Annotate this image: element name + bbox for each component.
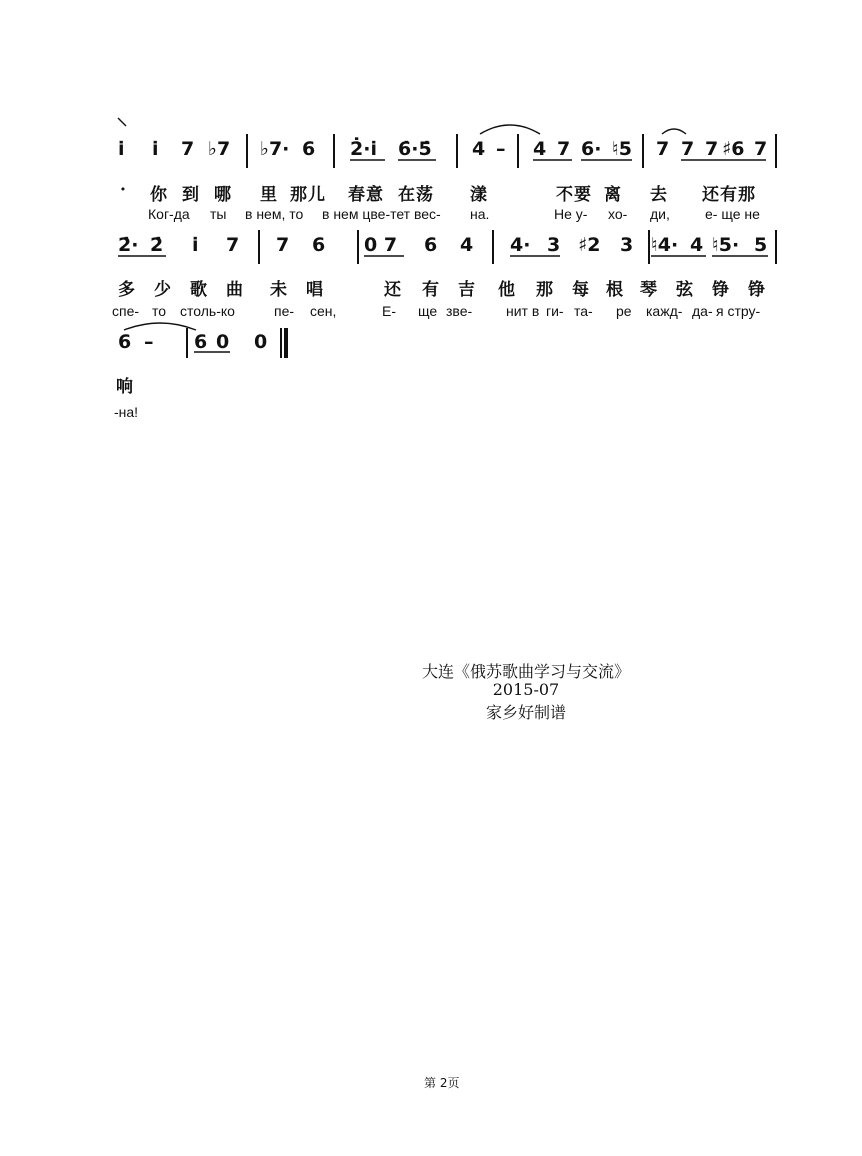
credit-line-1: 大连《俄苏歌曲学习与交流》 <box>421 662 630 681</box>
note: ♮5· <box>712 234 740 256</box>
lyric-ru: я стру- <box>716 303 761 319</box>
note: 3 <box>620 234 634 256</box>
lyric-zh: 铮 <box>712 280 730 300</box>
credit-line-3: 家乡好制谱 <box>485 703 566 722</box>
lyric-ru: в нем, то <box>245 206 304 222</box>
lyric-zh: 每 <box>572 280 590 300</box>
lyric-zh: 那 <box>536 280 554 300</box>
note: 4 <box>533 138 547 160</box>
lyric-zh: 歌 <box>190 280 208 300</box>
slur <box>118 118 126 126</box>
lyric-zh: 你 <box>150 185 168 205</box>
lyric-zh: 琴 <box>640 280 658 300</box>
lyric-zh: 少 <box>154 280 172 300</box>
note: ♮5 <box>612 138 633 160</box>
lyric-zh: 去 <box>650 185 668 205</box>
lyric-ru: то <box>152 303 167 319</box>
lyric-ru: ты <box>210 206 227 222</box>
note: 2̇· <box>118 234 139 256</box>
note: 6 <box>424 234 438 256</box>
note: i̇ <box>192 234 199 256</box>
lyric-ru: -на! <box>114 404 139 420</box>
lyric-zh: 还 <box>384 280 402 300</box>
note: 3 <box>547 234 561 256</box>
note: 6· <box>581 138 602 160</box>
lyric-ru: е- ще не <box>705 206 760 222</box>
note: 4· <box>510 234 531 256</box>
note: 6̇·5̇ <box>398 138 432 160</box>
note: ♯2 <box>578 234 601 256</box>
note: 7 <box>557 138 571 160</box>
lyric-zh: 铮 <box>748 280 766 300</box>
note: i̇ <box>152 138 159 160</box>
lyric-zh: 曲 <box>226 280 244 300</box>
lyric-zh: 哪 <box>214 185 232 205</box>
note: ♭7 <box>208 138 231 160</box>
note: – <box>144 331 154 353</box>
lyric-ru: ди, <box>650 206 670 222</box>
lyric-zh: 离 <box>604 185 622 205</box>
note: 7 <box>656 138 670 160</box>
lyric-ru: сен, <box>310 303 337 319</box>
slur <box>480 125 540 134</box>
lyric-zh: 还有那 <box>702 185 756 205</box>
lyric-ru: столь-ко <box>180 303 235 319</box>
lyric-ru: спе- <box>112 303 140 319</box>
lyric-ru: хо- <box>608 206 628 222</box>
lyric-zh: 吉 <box>458 280 476 300</box>
note: 7 <box>276 234 290 256</box>
lyric-ru: на. <box>470 206 490 222</box>
slur <box>662 129 686 134</box>
lyric-zh: 那儿 <box>290 185 326 205</box>
note: 4 <box>472 138 486 160</box>
lyric-ru: ги- <box>546 303 564 319</box>
lyric-ru: та- <box>574 303 593 319</box>
lyric-zh: 春意 <box>348 185 384 205</box>
note: 0 <box>254 331 268 353</box>
credit-line-2: 2015-07 <box>492 680 560 699</box>
lyric-zh: 不要 <box>556 185 592 205</box>
lyric-ru: пе- <box>274 303 295 319</box>
lyric-zh: 唱 <box>306 280 324 300</box>
lyric-zh: 漾 <box>470 185 488 205</box>
lyric-ru: Ког-да <box>148 206 190 222</box>
note: 7 <box>226 234 240 256</box>
lyric-zh: 响 <box>116 377 134 397</box>
note: ♯6 <box>722 138 745 160</box>
lyric-zh: 多 <box>118 280 136 300</box>
lyric-ru: Е- <box>382 303 396 319</box>
note: 6 <box>302 138 316 160</box>
lyric-ru: ре <box>616 303 632 319</box>
lyric-ru: нит в <box>506 303 540 319</box>
lyric-zh: 里 <box>260 185 278 205</box>
lyric-zh: 他 <box>498 280 516 300</box>
lyric-zh: 弦 <box>676 280 694 300</box>
lyric-ru: зве- <box>446 303 473 319</box>
lyric-ru: кажд- <box>646 303 683 319</box>
note: 7 <box>681 138 695 160</box>
note: ♮4· <box>651 234 679 256</box>
lyric-ru: Не у- <box>554 206 588 222</box>
lyric-zh: 未 <box>270 280 288 300</box>
note: ♭7· <box>260 138 290 160</box>
slur <box>124 323 196 330</box>
lyric-ru: да- <box>692 303 713 319</box>
note: 7 <box>754 138 768 160</box>
note: 6 <box>194 331 208 353</box>
note: 7 <box>181 138 195 160</box>
note: 2̇ <box>150 234 164 256</box>
lyric-zh: 根 <box>606 280 624 300</box>
note: – <box>496 138 506 160</box>
note: i̇ <box>118 138 125 160</box>
lyric-ru: ще <box>418 303 438 319</box>
note: 4 <box>690 234 704 256</box>
note: 4 <box>460 234 474 256</box>
lyric-zh: · <box>120 180 127 200</box>
lyric-ru: в нем цве-тет вес- <box>322 206 441 222</box>
lyric-zh: 在荡 <box>398 185 434 205</box>
page-number: 第 2页 <box>424 1076 460 1090</box>
lyric-zh: 有 <box>422 280 440 300</box>
note: 2̇·i̇ <box>350 138 377 160</box>
lyric-zh: 到 <box>182 185 200 205</box>
note: 0 <box>216 331 230 353</box>
note: 0 7 <box>364 234 398 256</box>
note: 7 <box>705 138 719 160</box>
note: 5 <box>754 234 768 256</box>
note: 6 <box>118 331 132 353</box>
note: 6 <box>312 234 326 256</box>
